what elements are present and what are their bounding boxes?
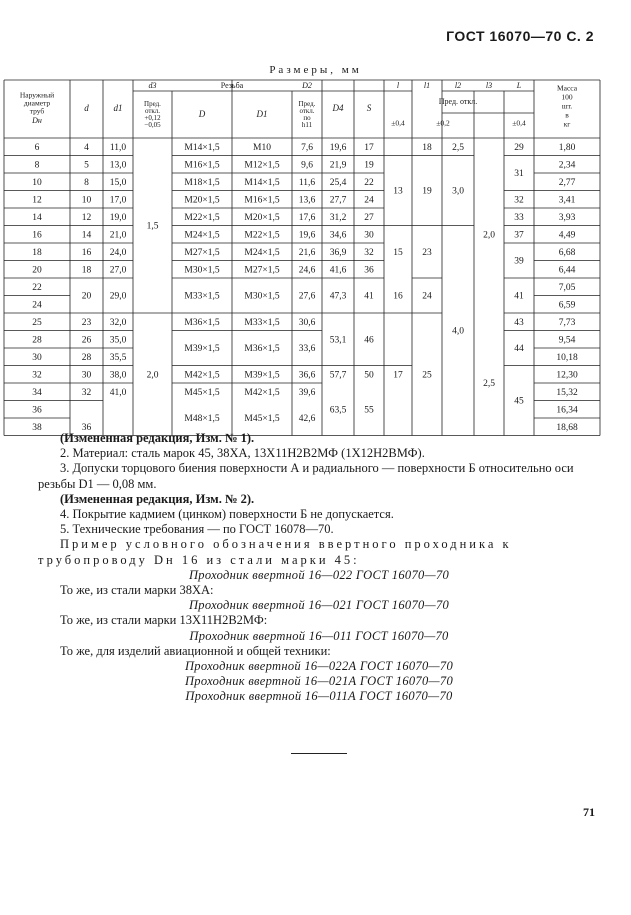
cell-d4: 21,9 [329, 160, 347, 171]
cell-d4: 34,6 [329, 230, 347, 241]
designation-4: Проходник ввертной 16—022А ГОСТ 16070—70 [184, 659, 454, 674]
cell-s: 30 [364, 230, 374, 241]
cell-s: 50 [364, 370, 374, 381]
header-l: l [396, 80, 400, 90]
header-l2: l2 [454, 80, 462, 90]
merged-cell: 1,5 [146, 221, 159, 232]
merged-cell: 41 [364, 291, 374, 302]
cell-d: 8 [84, 177, 89, 188]
cell-dn: 6 [34, 142, 40, 153]
cell-dn: 24 [32, 300, 42, 311]
header-mass: 100 [561, 92, 573, 102]
cell-d1: 24,0 [109, 247, 127, 258]
header-d4: D4 [332, 103, 344, 114]
cell-dn: 25 [32, 317, 42, 328]
merged-cell: M36×1,5 [244, 344, 280, 355]
cell-d1: 15,0 [109, 177, 127, 188]
cell-mass: 3,93 [558, 212, 576, 223]
header-d2-tol: Пред. [298, 100, 316, 109]
header-d: d [84, 103, 89, 114]
note-tech-req: 5. Технические требования — по ГОСТ 16078—70. [60, 522, 334, 537]
cell-d2: 21,6 [298, 247, 316, 258]
header-d2-tol: h11 [301, 121, 313, 130]
cell-d: M18×1,5 [184, 177, 220, 188]
cell-d1: 41,0 [109, 387, 127, 398]
merged-cell: 23 [422, 247, 432, 258]
header-dn: Dн [32, 115, 42, 125]
merged-cell: 24 [422, 291, 432, 302]
cell-s: 36 [364, 265, 374, 276]
cell-d: 26 [81, 335, 92, 346]
header-mass: Масса [556, 83, 578, 93]
designation-1: Проходник ввертной 16—022 ГОСТ 16070—70 [188, 567, 450, 582]
cell-d: 5 [84, 160, 89, 171]
cell-d: M24×1,5 [184, 230, 220, 241]
merged-cell: 47,3 [329, 291, 347, 302]
header-s: S [366, 103, 372, 114]
merged-cell: 27,6 [298, 291, 316, 302]
cell-d1: 35,0 [109, 335, 127, 346]
cell-d1: M33×1,5 [244, 317, 280, 328]
header-tol-l12: ±0,2 [436, 118, 450, 128]
note-tolerances: 3. Допуски торцового биения поверхности А и радиального — поверхности Б относительно оси резьбы D1 — 0,08 мм. [38, 461, 574, 491]
cell-dn: 8 [34, 160, 40, 171]
cell-dn: 38 [32, 422, 42, 433]
designation-3: Проходник ввертной 16—011 ГОСТ 16070—70 [189, 628, 449, 643]
cell-d4: 57,7 [329, 370, 347, 381]
merged-cell: 2,5 [452, 142, 464, 153]
cell-d2: 36,6 [298, 370, 316, 381]
cell-d4: 27,7 [329, 195, 347, 206]
cell-d4: 19,6 [329, 142, 347, 153]
cell-mass: 7,05 [558, 282, 576, 293]
cell-l: 43 [514, 317, 524, 328]
cell-d2: 30,6 [298, 317, 316, 328]
cell-d4: 25,4 [329, 177, 347, 188]
header-d2-tol: по [303, 114, 311, 123]
header-cap-l: L [516, 80, 522, 90]
note-same-13x11: То же, из стали марки 13Х11Н2В2МФ: [60, 613, 268, 628]
header-d3: d3 [148, 80, 157, 90]
cell-s: 17 [364, 142, 374, 153]
merged-cell: 31 [514, 169, 524, 180]
cell-mass: 18,68 [556, 422, 578, 433]
cell-d: M42×1,5 [184, 370, 220, 381]
cell-s: 22 [364, 177, 374, 188]
cell-d1: 27,0 [109, 265, 127, 276]
cell-d1: M39×1,5 [244, 370, 280, 381]
cell-dn: 34 [32, 387, 42, 398]
cell-d1: M42×1,5 [244, 387, 280, 398]
cell-d1: M24×1,5 [244, 247, 280, 258]
cell-d1: 19,0 [109, 212, 127, 223]
cell-dn: 18 [32, 247, 42, 258]
merged-cell: 17 [393, 370, 403, 381]
cell-d: 32 [81, 387, 92, 398]
merged-cell: 2,0 [483, 230, 495, 241]
header-thread-d: D [198, 109, 206, 120]
header-dn: труб [29, 106, 45, 116]
cell-mass: 7,73 [558, 317, 576, 328]
header-mass: шт. [561, 101, 573, 111]
header-dn: диаметр [23, 98, 51, 108]
cell-d2: 39,6 [298, 387, 316, 398]
merged-cell: 4,0 [452, 326, 464, 337]
merged-cell: M48×1,5 [184, 414, 220, 425]
cell-dn: 12 [32, 195, 42, 206]
cell-d1: 11,0 [109, 142, 127, 153]
cell-d2: 13,6 [298, 195, 316, 206]
cell-mass: 4,49 [558, 230, 576, 241]
cell-d2: 9,6 [301, 160, 313, 171]
designation-6: Проходник ввертной 16—011А ГОСТ 16070—70 [185, 689, 453, 704]
header-d3-tol: откл. [144, 107, 161, 116]
header-d3-tol: +0,12 [144, 114, 161, 123]
cell-mass: 6,68 [558, 247, 576, 258]
cell-d1: M12×1,5 [244, 160, 280, 171]
merged-cell: 2,5 [483, 379, 495, 390]
cell-mass: 2,34 [558, 160, 576, 171]
cell-d2: 24,6 [298, 265, 316, 276]
merged-cell: 13 [393, 186, 403, 197]
note-revision-2: (Измененная редакция, Изм. № 2). [60, 491, 255, 506]
cell-d1: M10 [253, 142, 271, 153]
cell-dn: 30 [32, 352, 42, 363]
cell-d: 23 [81, 317, 92, 328]
header-dn: Наружный [19, 90, 55, 100]
note-example: Пример условного обозначения ввертного проходника к трубопроводу Dн 16 из стали марки 45: [38, 537, 512, 567]
merged-cell: 29,0 [109, 291, 127, 302]
header-d3-tol: −0,05 [144, 121, 161, 130]
merged-cell: 16 [393, 291, 403, 302]
merged-cell: 33,6 [298, 344, 316, 355]
header-tol-cap-l: ±0,4 [512, 118, 526, 128]
cell-mass: 15,32 [556, 387, 578, 398]
cell-d: M14×1,5 [184, 142, 220, 153]
cell-d2: 19,6 [298, 230, 316, 241]
header-d3-tol: Пред. [144, 100, 161, 109]
merged-cell: 42,6 [298, 414, 316, 425]
cell-s: 24 [364, 195, 374, 206]
cell-l: 37 [514, 230, 524, 241]
cell-l: 33 [514, 212, 524, 223]
merged-cell: 15 [393, 247, 403, 258]
note-material: 2. Материал: сталь марок 45, 38ХА, 13Х11Н2В2МФ (1Х12Н2ВМФ). [60, 446, 425, 461]
cell-d: 4 [84, 142, 89, 153]
cell-d1: M22×1,5 [244, 230, 280, 241]
cell-d4: 36,9 [329, 247, 347, 258]
header-mass: в [565, 110, 569, 120]
header-thread: Резьба [220, 80, 244, 90]
cell-d4: 31,2 [329, 212, 347, 223]
merged-cell: 2,0 [146, 370, 159, 381]
merged-cell: M30×1,5 [244, 291, 280, 302]
cell-d2: 7,6 [301, 142, 313, 153]
merged-cell: 19 [422, 186, 432, 197]
cell-mass: 16,34 [556, 405, 578, 416]
cell-d: 18 [81, 265, 92, 276]
cell-dn: 22 [32, 282, 42, 293]
header-tol-l: ±0,4 [391, 118, 405, 128]
cell-d: 36 [81, 422, 92, 433]
cell-mass: 3,41 [558, 195, 576, 206]
cell-d1: 38,0 [109, 370, 127, 381]
merged-cell: 53,1 [329, 335, 347, 346]
cell-s: 27 [364, 212, 374, 223]
header-l1: l1 [423, 80, 431, 90]
cell-d1: M14×1,5 [244, 177, 280, 188]
cell-dn: 16 [32, 230, 42, 241]
cell-d1: M20×1,5 [244, 212, 280, 223]
cell-d: 30 [81, 370, 92, 381]
cell-s: 19 [364, 160, 374, 171]
note-same-38xa: То же, из стали марки 38ХА: [60, 583, 214, 598]
cell-d1: 35,5 [109, 352, 127, 363]
header-d2-tol: откл. [299, 107, 315, 116]
cell-d: M30×1,5 [184, 265, 220, 276]
header-thread-d1: D1 [256, 109, 268, 120]
notes-block [38, 431, 600, 754]
cell-dn: 36 [32, 405, 42, 416]
merged-cell: 39 [514, 256, 524, 267]
cell-l: 32 [514, 195, 524, 206]
cell-dn: 20 [32, 265, 42, 276]
merged-cell: M39×1,5 [184, 344, 220, 355]
merged-cell: 20 [81, 291, 92, 302]
merged-cell: 41 [514, 291, 524, 302]
merged-cell: 25 [422, 370, 432, 381]
page-header: ГОСТ 16070—70 С. 2 [446, 28, 594, 44]
cell-d: 10 [81, 195, 92, 206]
note-coating: 4. Покрытие кадмием (цинком) поверхности Б не допускается. [60, 507, 394, 522]
merged-cell: 18 [422, 142, 432, 153]
merged-cell: 44 [514, 344, 524, 355]
cell-d: M20×1,5 [184, 195, 220, 206]
end-rule [291, 753, 347, 754]
cell-mass: 12,30 [556, 370, 578, 381]
cell-d1: 32,0 [109, 317, 127, 328]
page-number: 71 [583, 805, 595, 819]
cell-mass: 10,18 [556, 352, 578, 363]
cell-s: 32 [364, 247, 374, 258]
merged-cell: 55 [364, 405, 374, 416]
cell-mass: 1,80 [558, 142, 576, 153]
cell-d1: M16×1,5 [244, 195, 280, 206]
cell-d1: 21,0 [109, 230, 127, 241]
cell-d: 14 [81, 230, 92, 241]
header-d1: d1 [113, 103, 123, 114]
designation-2: Проходник ввертной 16—021 ГОСТ 16070—70 [188, 598, 450, 613]
merged-cell: 63,5 [329, 405, 347, 416]
header-d2: D2 [302, 80, 312, 90]
note-same-aviation: То же, для изделий авиационной и общей техники: [60, 643, 331, 658]
cell-d: M45×1,5 [184, 387, 220, 398]
cell-dn: 14 [32, 212, 42, 223]
note-revision-1: (Измененная редакция, Изм. № 1). [60, 431, 255, 445]
header-mass: кг [563, 119, 571, 129]
cell-dn: 28 [32, 335, 42, 346]
cell-dn: 10 [32, 177, 42, 188]
cell-mass: 2,77 [558, 177, 576, 188]
cell-d: M27×1,5 [184, 247, 220, 258]
cell-d: M22×1,5 [184, 212, 220, 223]
merged-cell: 3,0 [452, 186, 464, 197]
cell-l: 29 [514, 142, 524, 153]
cell-mass: 6,59 [558, 300, 576, 311]
cell-d2: 17,6 [298, 212, 316, 223]
cell-mass: 9,54 [558, 335, 576, 346]
cell-d4: 41,6 [329, 265, 347, 276]
header-pred-otkl: Пред. откл. [438, 96, 478, 106]
designation-5: Проходник ввертной 16—021А ГОСТ 16070—70 [184, 674, 454, 689]
dimensions-table [0, 79, 600, 433]
cell-mass: 6,44 [558, 265, 576, 276]
cell-dn: 32 [32, 370, 42, 381]
cell-d1: 13,0 [109, 160, 127, 171]
cell-d: M36×1,5 [184, 317, 220, 328]
header-l3: l3 [485, 80, 493, 90]
cell-d: 16 [81, 247, 92, 258]
merged-cell: 46 [364, 335, 374, 346]
cell-d1: M27×1,5 [244, 265, 280, 276]
merged-cell: M33×1,5 [184, 291, 220, 302]
cell-d1: 17,0 [109, 195, 127, 206]
cell-d: M16×1,5 [184, 160, 220, 171]
merged-cell: M45×1,5 [244, 414, 280, 425]
cell-d: 12 [81, 212, 92, 223]
merged-cell: 45 [514, 396, 524, 407]
cell-d2: 11,6 [298, 177, 316, 188]
cell-d: 28 [81, 352, 92, 363]
table-caption: Размеры, мм [269, 64, 362, 76]
